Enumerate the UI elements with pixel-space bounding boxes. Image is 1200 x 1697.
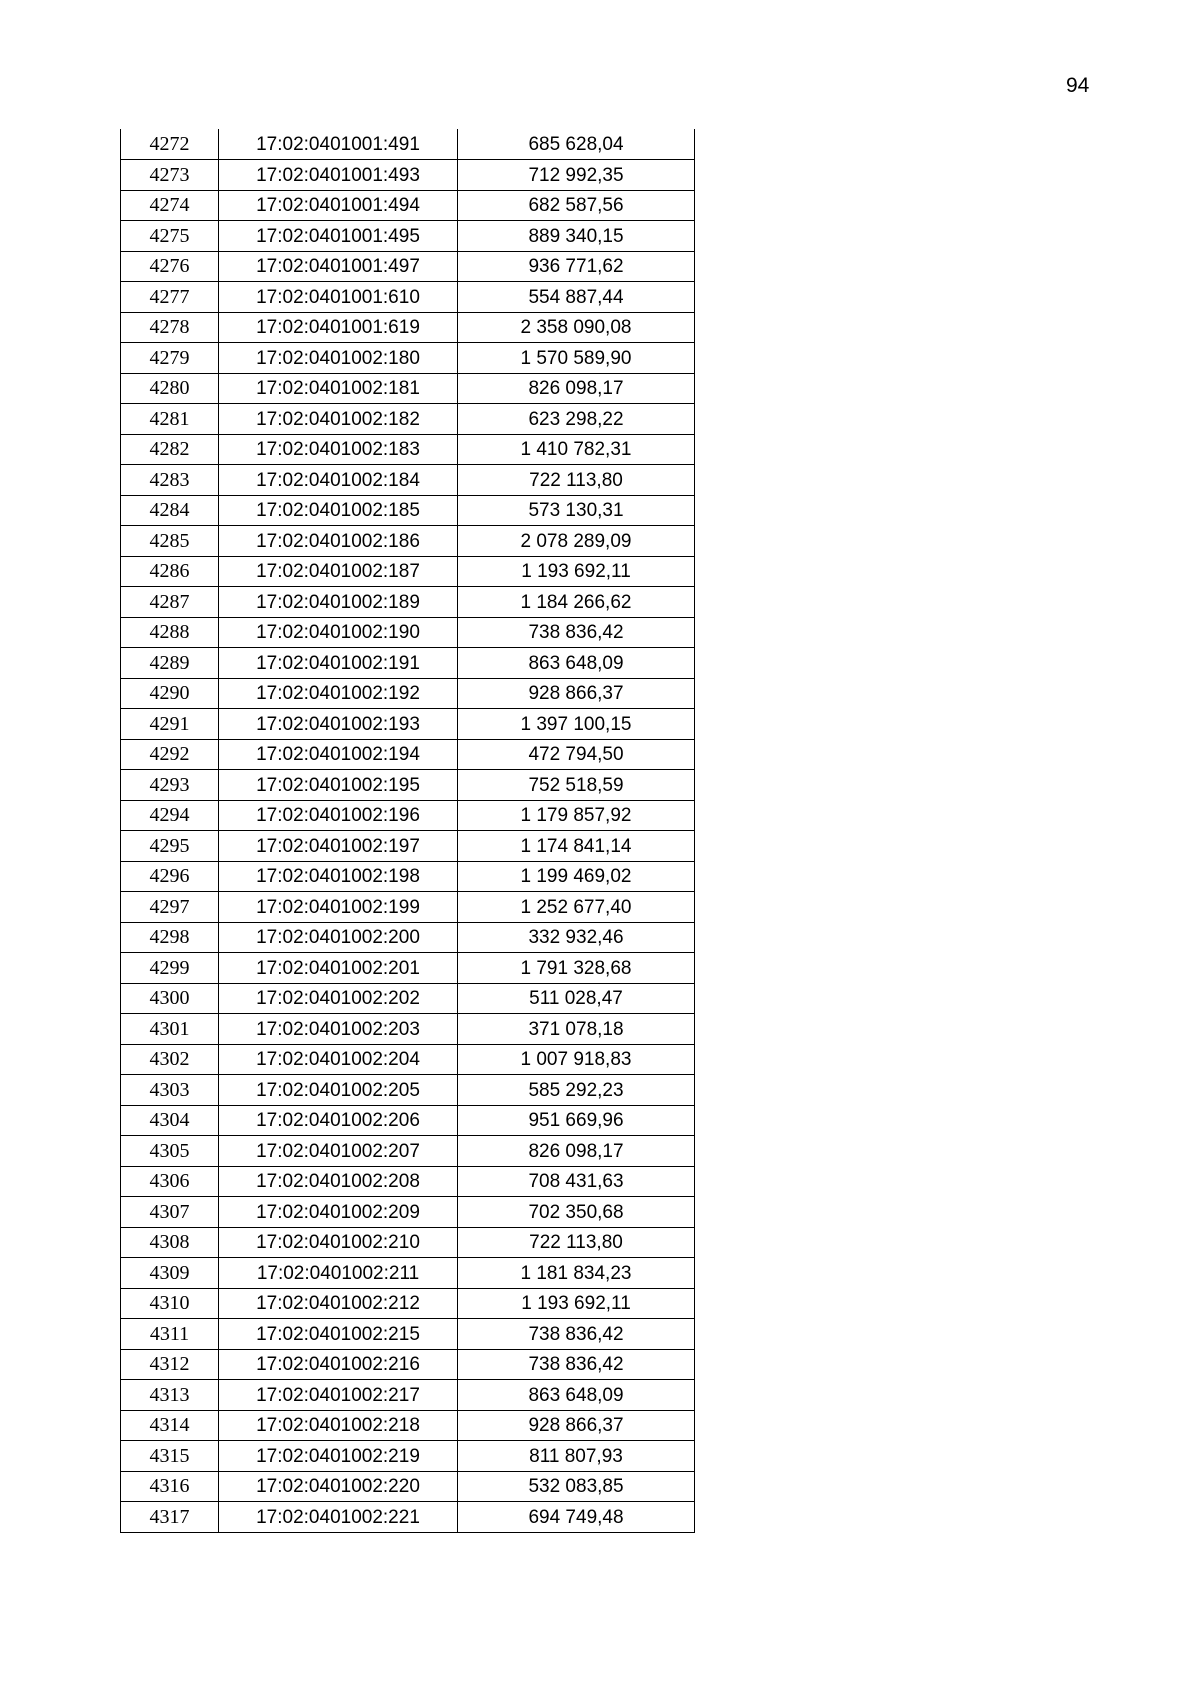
cadastral-number-cell: 17:02:0401002:181 xyxy=(219,373,458,404)
table-row xyxy=(121,1014,695,1045)
cadastral-value-cell: 682 587,56 xyxy=(458,190,695,221)
row-number-cell: 4273 xyxy=(121,160,219,191)
cadastral-value-cell: 738 836,42 xyxy=(458,1319,695,1350)
cadastral-number-cell: 17:02:0401002:186 xyxy=(219,526,458,557)
cadastral-number-cell: 17:02:0401002:206 xyxy=(219,1105,458,1136)
cadastral-number-cell: 17:02:0401002:180 xyxy=(219,343,458,374)
table-row xyxy=(121,160,695,191)
row-number-cell: 4301 xyxy=(121,1014,219,1045)
cadastral-value-cell: 928 866,37 xyxy=(458,678,695,709)
row-number-cell: 4308 xyxy=(121,1227,219,1258)
cadastral-value-cell: 1 570 589,90 xyxy=(458,343,695,374)
table-row xyxy=(121,1380,695,1411)
table-row xyxy=(121,922,695,953)
row-number-cell: 4309 xyxy=(121,1258,219,1289)
row-number-cell: 4279 xyxy=(121,343,219,374)
table-row xyxy=(121,556,695,587)
cadastral-value-cell: 694 749,48 xyxy=(458,1502,695,1533)
row-number-cell: 4294 xyxy=(121,800,219,831)
cadastral-value-cell: 1 199 469,02 xyxy=(458,861,695,892)
row-number-cell: 4283 xyxy=(121,465,219,496)
table-row xyxy=(121,129,695,160)
cadastral-number-cell: 17:02:0401002:221 xyxy=(219,1502,458,1533)
table-row xyxy=(121,465,695,496)
row-number-cell: 4296 xyxy=(121,861,219,892)
cadastral-number-cell: 17:02:0401002:199 xyxy=(219,892,458,923)
table-row xyxy=(121,434,695,465)
cadastral-number-cell: 17:02:0401001:494 xyxy=(219,190,458,221)
table-row xyxy=(121,770,695,801)
row-number-cell: 4310 xyxy=(121,1288,219,1319)
cadastral-value-cell: 623 298,22 xyxy=(458,404,695,435)
cadastral-number-cell: 17:02:0401002:183 xyxy=(219,434,458,465)
table-row xyxy=(121,526,695,557)
cadastral-value-cell: 1 193 692,11 xyxy=(458,1288,695,1319)
cadastral-number-cell: 17:02:0401002:195 xyxy=(219,770,458,801)
cadastral-number-cell: 17:02:0401002:217 xyxy=(219,1380,458,1411)
cadastral-number-cell: 17:02:0401002:203 xyxy=(219,1014,458,1045)
cadastral-number-cell: 17:02:0401002:211 xyxy=(219,1258,458,1289)
cadastral-number-cell: 17:02:0401002:187 xyxy=(219,556,458,587)
row-number-cell: 4291 xyxy=(121,709,219,740)
table-row xyxy=(121,709,695,740)
cadastral-number-cell: 17:02:0401002:194 xyxy=(219,739,458,770)
cadastral-value-cell: 738 836,42 xyxy=(458,617,695,648)
row-number-cell: 4290 xyxy=(121,678,219,709)
row-number-cell: 4314 xyxy=(121,1410,219,1441)
row-number-cell: 4316 xyxy=(121,1471,219,1502)
row-number-cell: 4302 xyxy=(121,1044,219,1075)
cadastral-number-cell: 17:02:0401001:610 xyxy=(219,282,458,313)
table-row xyxy=(121,678,695,709)
row-number-cell: 4293 xyxy=(121,770,219,801)
row-number-cell: 4312 xyxy=(121,1349,219,1380)
cadastral-value-cell: 1 007 918,83 xyxy=(458,1044,695,1075)
cadastral-value-cell: 863 648,09 xyxy=(458,1380,695,1411)
cadastral-value-table xyxy=(120,129,695,1533)
row-number-cell: 4275 xyxy=(121,221,219,252)
cadastral-number-cell: 17:02:0401002:182 xyxy=(219,404,458,435)
cadastral-number-cell: 17:02:0401002:209 xyxy=(219,1197,458,1228)
table-row xyxy=(121,404,695,435)
row-number-cell: 4303 xyxy=(121,1075,219,1106)
row-number-cell: 4285 xyxy=(121,526,219,557)
cadastral-number-cell: 17:02:0401002:220 xyxy=(219,1471,458,1502)
table-row xyxy=(121,1319,695,1350)
cadastral-number-cell: 17:02:0401002:196 xyxy=(219,800,458,831)
table-row xyxy=(121,1502,695,1533)
cadastral-number-cell: 17:02:0401002:198 xyxy=(219,861,458,892)
table-row xyxy=(121,190,695,221)
cadastral-value-cell: 811 807,93 xyxy=(458,1441,695,1472)
cadastral-number-cell: 17:02:0401001:497 xyxy=(219,251,458,282)
table-row xyxy=(121,800,695,831)
row-number-cell: 4305 xyxy=(121,1136,219,1167)
row-number-cell: 4307 xyxy=(121,1197,219,1228)
cadastral-value-cell: 708 431,63 xyxy=(458,1166,695,1197)
cadastral-number-cell: 17:02:0401002:200 xyxy=(219,922,458,953)
page-number: 94 xyxy=(1066,74,1090,97)
cadastral-value-cell: 863 648,09 xyxy=(458,648,695,679)
row-number-cell: 4317 xyxy=(121,1502,219,1533)
cadastral-value-cell: 826 098,17 xyxy=(458,373,695,404)
cadastral-number-cell: 17:02:0401002:197 xyxy=(219,831,458,862)
cadastral-value-cell: 928 866,37 xyxy=(458,1410,695,1441)
table-row xyxy=(121,1166,695,1197)
cadastral-number-cell: 17:02:0401001:619 xyxy=(219,312,458,343)
row-number-cell: 4287 xyxy=(121,587,219,618)
table-row xyxy=(121,373,695,404)
row-number-cell: 4300 xyxy=(121,983,219,1014)
cadastral-value-cell: 685 628,04 xyxy=(458,129,695,160)
cadastral-value-cell: 472 794,50 xyxy=(458,739,695,770)
cadastral-value-cell: 752 518,59 xyxy=(458,770,695,801)
table-row xyxy=(121,617,695,648)
cadastral-value-cell: 826 098,17 xyxy=(458,1136,695,1167)
row-number-cell: 4272 xyxy=(121,129,219,160)
table-row xyxy=(121,1105,695,1136)
table-row xyxy=(121,1288,695,1319)
table-row xyxy=(121,343,695,374)
table-row xyxy=(121,282,695,313)
table-row xyxy=(121,1258,695,1289)
cadastral-value-cell: 1 252 677,40 xyxy=(458,892,695,923)
cadastral-value-cell: 1 181 834,23 xyxy=(458,1258,695,1289)
table-row xyxy=(121,251,695,282)
row-number-cell: 4288 xyxy=(121,617,219,648)
cadastral-value-cell: 332 932,46 xyxy=(458,922,695,953)
table-row xyxy=(121,861,695,892)
cadastral-value-cell: 554 887,44 xyxy=(458,282,695,313)
row-number-cell: 4289 xyxy=(121,648,219,679)
row-number-cell: 4281 xyxy=(121,404,219,435)
cadastral-number-cell: 17:02:0401002:185 xyxy=(219,495,458,526)
cadastral-value-cell: 573 130,31 xyxy=(458,495,695,526)
cadastral-value-cell: 738 836,42 xyxy=(458,1349,695,1380)
table-row xyxy=(121,648,695,679)
cadastral-number-cell: 17:02:0401002:218 xyxy=(219,1410,458,1441)
cadastral-number-cell: 17:02:0401002:184 xyxy=(219,465,458,496)
table-row xyxy=(121,953,695,984)
cadastral-value-cell: 1 410 782,31 xyxy=(458,434,695,465)
cadastral-value-cell: 889 340,15 xyxy=(458,221,695,252)
cadastral-value-cell: 1 174 841,14 xyxy=(458,831,695,862)
cadastral-value-cell: 712 992,35 xyxy=(458,160,695,191)
table-row xyxy=(121,495,695,526)
cadastral-value-cell: 722 113,80 xyxy=(458,1227,695,1258)
cadastral-number-cell: 17:02:0401002:189 xyxy=(219,587,458,618)
table-row xyxy=(121,221,695,252)
cadastral-number-cell: 17:02:0401002:202 xyxy=(219,983,458,1014)
cadastral-number-cell: 17:02:0401002:190 xyxy=(219,617,458,648)
cadastral-number-cell: 17:02:0401002:216 xyxy=(219,1349,458,1380)
table-row xyxy=(121,1136,695,1167)
row-number-cell: 4304 xyxy=(121,1105,219,1136)
cadastral-number-cell: 17:02:0401002:219 xyxy=(219,1441,458,1472)
table-row xyxy=(121,312,695,343)
table-row xyxy=(121,587,695,618)
cadastral-value-cell: 511 028,47 xyxy=(458,983,695,1014)
table-row xyxy=(121,1044,695,1075)
table-row xyxy=(121,1441,695,1472)
cadastral-value-cell: 585 292,23 xyxy=(458,1075,695,1106)
cadastral-value-cell: 951 669,96 xyxy=(458,1105,695,1136)
cadastral-number-cell: 17:02:0401001:495 xyxy=(219,221,458,252)
row-number-cell: 4299 xyxy=(121,953,219,984)
cadastral-value-cell: 1 179 857,92 xyxy=(458,800,695,831)
cadastral-value-cell: 1 184 266,62 xyxy=(458,587,695,618)
row-number-cell: 4286 xyxy=(121,556,219,587)
row-number-cell: 4284 xyxy=(121,495,219,526)
cadastral-value-cell: 371 078,18 xyxy=(458,1014,695,1045)
row-number-cell: 4274 xyxy=(121,190,219,221)
cadastral-value-cell: 1 791 328,68 xyxy=(458,953,695,984)
table-row xyxy=(121,831,695,862)
cadastral-number-cell: 17:02:0401002:193 xyxy=(219,709,458,740)
cadastral-number-cell: 17:02:0401002:205 xyxy=(219,1075,458,1106)
table-body xyxy=(121,129,695,1532)
cadastral-number-cell: 17:02:0401002:204 xyxy=(219,1044,458,1075)
row-number-cell: 4277 xyxy=(121,282,219,313)
row-number-cell: 4298 xyxy=(121,922,219,953)
cadastral-number-cell: 17:02:0401002:201 xyxy=(219,953,458,984)
row-number-cell: 4315 xyxy=(121,1441,219,1472)
row-number-cell: 4282 xyxy=(121,434,219,465)
cadastral-value-cell: 722 113,80 xyxy=(458,465,695,496)
row-number-cell: 4292 xyxy=(121,739,219,770)
cadastral-number-cell: 17:02:0401002:215 xyxy=(219,1319,458,1350)
cadastral-value-cell: 532 083,85 xyxy=(458,1471,695,1502)
table-row xyxy=(121,1471,695,1502)
cadastral-value-cell: 1 397 100,15 xyxy=(458,709,695,740)
row-number-cell: 4297 xyxy=(121,892,219,923)
row-number-cell: 4278 xyxy=(121,312,219,343)
cadastral-number-cell: 17:02:0401002:191 xyxy=(219,648,458,679)
table-row xyxy=(121,1075,695,1106)
row-number-cell: 4295 xyxy=(121,831,219,862)
cadastral-value-cell: 936 771,62 xyxy=(458,251,695,282)
cadastral-number-cell: 17:02:0401001:491 xyxy=(219,129,458,160)
row-number-cell: 4276 xyxy=(121,251,219,282)
table-row xyxy=(121,983,695,1014)
cadastral-value-cell: 2 358 090,08 xyxy=(458,312,695,343)
row-number-cell: 4311 xyxy=(121,1319,219,1350)
cadastral-number-cell: 17:02:0401002:207 xyxy=(219,1136,458,1167)
table-row xyxy=(121,892,695,923)
table-row xyxy=(121,1410,695,1441)
table-row xyxy=(121,1227,695,1258)
cadastral-number-cell: 17:02:0401002:210 xyxy=(219,1227,458,1258)
cadastral-number-cell: 17:02:0401002:212 xyxy=(219,1288,458,1319)
cadastral-value-cell: 1 193 692,11 xyxy=(458,556,695,587)
row-number-cell: 4280 xyxy=(121,373,219,404)
cadastral-value-cell: 2 078 289,09 xyxy=(458,526,695,557)
table-row xyxy=(121,739,695,770)
cadastral-number-cell: 17:02:0401002:208 xyxy=(219,1166,458,1197)
table-row xyxy=(121,1197,695,1228)
row-number-cell: 4306 xyxy=(121,1166,219,1197)
cadastral-value-cell: 702 350,68 xyxy=(458,1197,695,1228)
table-row xyxy=(121,1349,695,1380)
cadastral-number-cell: 17:02:0401001:493 xyxy=(219,160,458,191)
cadastral-number-cell: 17:02:0401002:192 xyxy=(219,678,458,709)
row-number-cell: 4313 xyxy=(121,1380,219,1411)
